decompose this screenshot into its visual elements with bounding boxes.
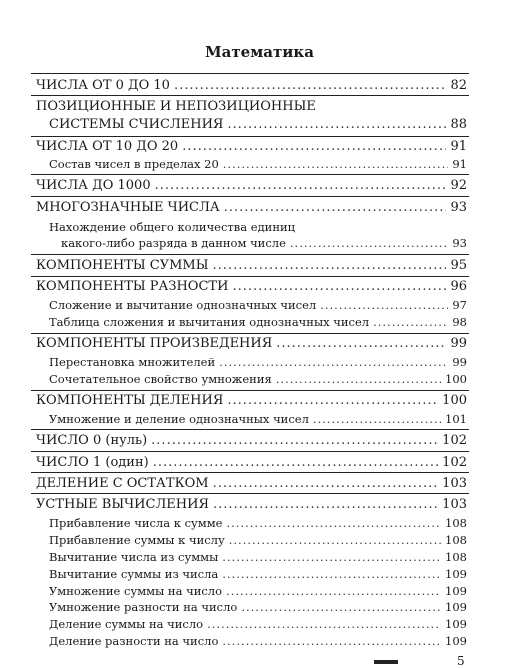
toc-entry-label: КОМПОНЕНТЫ ДЕЛЕНИЯ — [36, 393, 224, 408]
toc-entry — [36, 455, 467, 470]
leader-dots — [373, 315, 448, 329]
leader-dots — [182, 139, 446, 154]
toc-entry-page: 108 — [445, 516, 467, 530]
leader-dots — [276, 336, 446, 351]
toc-subentry — [49, 584, 467, 598]
divider — [31, 276, 469, 277]
leader-dots — [276, 372, 441, 386]
toc-entry-page: 109 — [445, 600, 467, 614]
toc-entry — [36, 258, 467, 273]
leader-dots — [213, 497, 438, 512]
leader-dots — [222, 567, 441, 581]
leader-dots — [222, 634, 441, 648]
toc-entry-page: 109 — [445, 634, 467, 648]
leader-dots — [226, 584, 441, 598]
toc-entry-page: 102 — [442, 455, 467, 470]
footer-mark — [374, 660, 398, 664]
toc-entry-page: 91 — [450, 139, 467, 154]
toc-entry-label: Таблица сложения и вычитания однозначных чисел — [49, 315, 370, 329]
toc-entry-label: Сложение и вычитание однозначных чисел — [49, 298, 317, 312]
leader-dots — [232, 279, 446, 294]
toc-subentry — [49, 533, 467, 547]
leader-dots — [207, 617, 441, 631]
toc-subentry — [49, 412, 467, 426]
toc-entry-label: Деление разности на число — [49, 634, 219, 648]
toc-subentry — [49, 634, 467, 648]
page-number: 5 — [457, 654, 465, 668]
toc-entry-page: 97 — [452, 298, 467, 312]
toc-entry — [36, 497, 467, 512]
divider — [31, 254, 469, 255]
toc-entry — [36, 178, 467, 193]
toc-entry — [49, 117, 467, 132]
toc-entry-label: Прибавление суммы к числу — [49, 533, 225, 547]
toc-entry-page: 100 — [442, 393, 467, 408]
toc-entry-label: Умножение и деление однозначных чисел — [49, 412, 309, 426]
toc-entry-page: 109 — [445, 584, 467, 598]
toc-subentry — [49, 550, 467, 564]
toc-entry-page: 93 — [450, 200, 467, 215]
divider — [31, 390, 469, 391]
toc-subentry — [49, 567, 467, 581]
toc-subentry — [49, 372, 467, 386]
toc-entry-page: 82 — [450, 78, 467, 93]
divider — [31, 451, 469, 452]
divider — [31, 472, 469, 473]
divider — [31, 174, 469, 175]
toc-entry-label: КОМПОНЕНТЫ СУММЫ — [36, 258, 209, 273]
toc-subentry — [49, 315, 467, 329]
toc-entry-page: 91 — [452, 157, 467, 171]
toc-subentry — [49, 516, 467, 530]
leader-dots — [241, 600, 441, 614]
toc-entry-page: 109 — [445, 617, 467, 631]
toc-entry-page: 93 — [452, 236, 467, 250]
divider — [31, 493, 469, 494]
toc-entry-label: ЧИСЛА ОТ 10 ДО 20 — [36, 139, 179, 154]
leader-dots — [227, 117, 446, 132]
toc-entry-label: ЧИСЛА ДО 1000 — [36, 178, 151, 193]
toc-entry-label: Сочетательное свойство умножения — [49, 372, 272, 386]
toc-entry — [36, 433, 467, 448]
toc-entry — [36, 336, 467, 351]
toc-entry-label: СИСТЕМЫ СЧИСЛЕНИЯ — [49, 117, 224, 132]
leader-dots — [313, 412, 441, 426]
toc-subentry — [49, 617, 467, 631]
leader-dots — [153, 455, 438, 470]
toc-subentry — [61, 236, 467, 250]
toc-entry-label: МНОГОЗНАЧНЫЕ ЧИСЛА — [36, 200, 220, 215]
toc-entry-page: 99 — [450, 336, 467, 351]
toc-entry-label: какого-либо разряда в данном числе — [61, 236, 286, 250]
toc-entry-page: 108 — [445, 550, 467, 564]
toc-entry-page: 88 — [450, 117, 467, 132]
toc-entry-label: Вычитание суммы из числа — [49, 567, 219, 581]
toc-entry-label: Умножение суммы на число — [49, 584, 223, 598]
leader-dots — [213, 258, 447, 273]
toc-subentry — [49, 600, 467, 614]
leader-dots — [174, 78, 447, 93]
toc-entry-page: 98 — [452, 315, 467, 329]
divider — [31, 333, 469, 334]
toc-entry — [36, 200, 467, 215]
divider — [31, 429, 469, 430]
toc-subentry — [49, 298, 467, 312]
leader-dots — [155, 178, 447, 193]
leader-dots — [224, 200, 447, 215]
leader-dots — [223, 157, 449, 171]
toc-entry — [36, 139, 467, 154]
toc-entry-label: Состав чисел в пределах 20 — [49, 157, 219, 171]
toc-entry — [36, 476, 467, 491]
toc-entry-label: ЧИСЛА ОТ 0 ДО 10 — [36, 78, 170, 93]
toc-entry-page: 109 — [445, 567, 467, 581]
toc-entry-label: Прибавление числа к сумме — [49, 516, 223, 530]
divider — [31, 136, 469, 137]
toc-subentry — [49, 157, 467, 171]
toc-entry-label: ДЕЛЕНИЕ С ОСТАТКОМ — [36, 476, 209, 491]
toc-entry-label-line1: Нахождение общего количества единиц — [49, 220, 296, 234]
leader-dots — [229, 533, 441, 547]
toc-entry-label: ЧИСЛО 0 (нуль) — [36, 433, 148, 448]
toc-entry-label-line1: ПОЗИЦИОННЫЕ И НЕПОЗИЦИОННЫЕ — [36, 99, 316, 114]
leader-dots — [222, 550, 441, 564]
toc-entry-label: ЧИСЛО 1 (один) — [36, 455, 149, 470]
toc-entry-label: УСТНЫЕ ВЫЧИСЛЕНИЯ — [36, 497, 209, 512]
toc-entry — [36, 78, 467, 93]
leader-dots — [290, 236, 448, 250]
toc-entry-page: 95 — [450, 258, 467, 273]
leader-dots — [219, 355, 448, 369]
toc-entry-page: 101 — [445, 412, 467, 426]
toc-entry — [36, 279, 467, 294]
toc-entry-label: КОМПОНЕНТЫ РАЗНОСТИ — [36, 279, 229, 294]
toc-entry-label: Деление суммы на число — [49, 617, 204, 631]
toc-entry-label: Вычитание числа из суммы — [49, 550, 219, 564]
toc-entry-label: Перестановка множителей — [49, 355, 216, 369]
toc-entry-page: 100 — [445, 372, 467, 386]
leader-dots — [151, 433, 438, 448]
toc-entry-page: 92 — [450, 178, 467, 193]
toc-entry-page: 103 — [442, 476, 467, 491]
toc-entry-label: Умножение разности на число — [49, 600, 238, 614]
leader-dots — [227, 393, 438, 408]
toc-entry — [36, 393, 467, 408]
toc-entry-label: КОМПОНЕНТЫ ПРОИЗВЕДЕНИЯ — [36, 336, 273, 351]
toc-entry-page: 99 — [452, 355, 467, 369]
toc-subentry — [49, 355, 467, 369]
leader-dots — [320, 298, 448, 312]
leader-dots — [226, 516, 441, 530]
toc-entry-page: 102 — [442, 433, 467, 448]
divider — [31, 95, 469, 96]
divider — [31, 196, 469, 197]
divider — [31, 73, 469, 74]
leader-dots — [213, 476, 439, 491]
toc-entry-page: 96 — [450, 279, 467, 294]
toc-entry-page: 103 — [442, 497, 467, 512]
page-title: Математика — [205, 43, 314, 61]
toc-entry-page: 108 — [445, 533, 467, 547]
